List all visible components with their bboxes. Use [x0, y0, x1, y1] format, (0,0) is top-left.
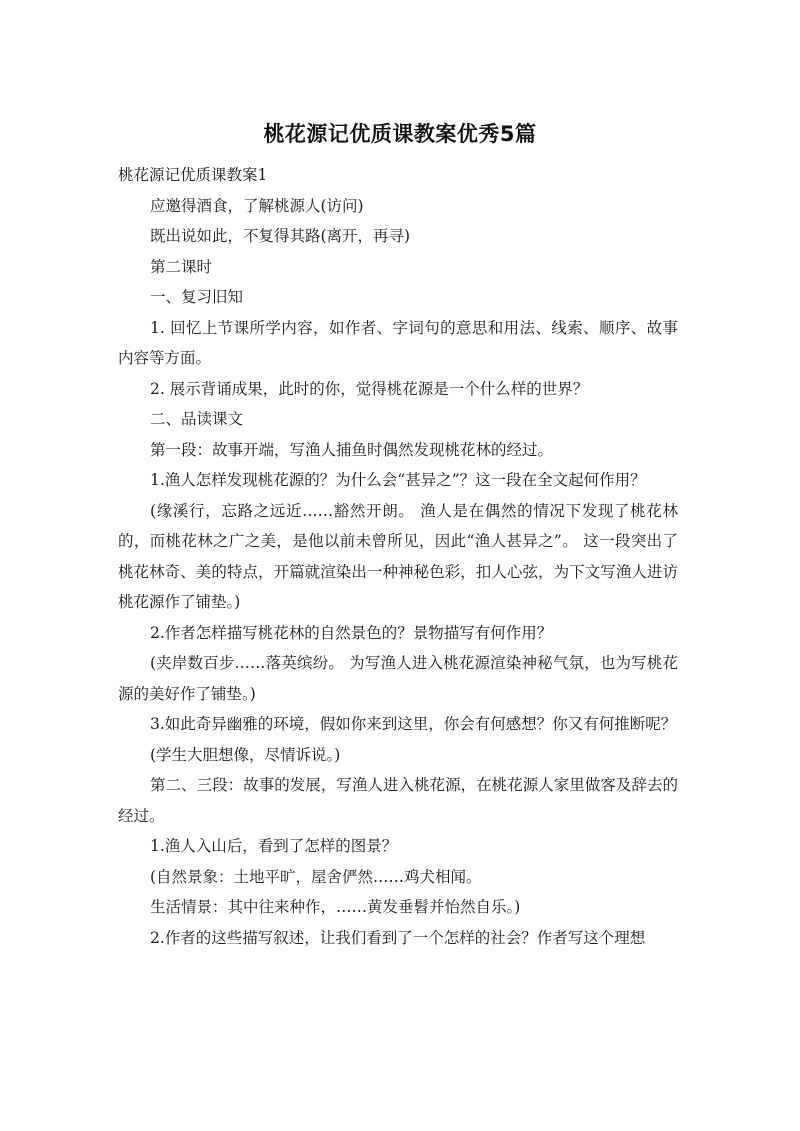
paragraph: 应邀得酒食，了解桃源人(访问)	[150, 196, 364, 215]
subsection-heading: 二、品读课文	[150, 410, 244, 428]
lesson-heading: 第二课时	[150, 257, 213, 276]
paragraph: 1.渔人怎样发现桃花源的？为什么会“甚异之”？这一段在全文起何作用？	[150, 471, 646, 489]
paragraph: 2.作者的这些描写叙述，让我们看到了一个怎样的社会？作者写这个理想	[150, 928, 646, 947]
document-body	[118, 160, 678, 953]
paragraph: (自然景象：土地平旷，屋舍俨然……鸡犬相闻。	[150, 867, 482, 886]
paragraph: 既出说如此，不复得其路(离开，再寻)	[150, 227, 411, 245]
section-heading: 桃花源记优质课教案1	[118, 166, 268, 184]
paragraph: 2. 展示背诵成果，此时的你，觉得桃花源是一个什么样的世界？	[150, 379, 589, 398]
paragraph: 1.渔人入山后，看到了怎样的图景？	[150, 837, 398, 855]
paragraph: (学生大胆想像，尽情诉说。)	[150, 745, 341, 764]
paragraph: (缘溪行，忘路之远近……豁然开朗。 渔人是在偶然的情况下发现了桃花林的，而桃花林之广之美，是他以前未曾所见，因此“渔人甚异之”。 这一段突出了桃花林奇、美的特点，开篇就渲染出一种神秘色彩，扣人心弦，为下文写渔人进访桃花源作了铺垫。)	[118, 501, 678, 611]
paragraph: 第一段：故事开端，写渔人捕鱼时偶然发现桃花林的经过。	[150, 440, 554, 459]
paragraph: (夹岸数百步……落英缤纷。 为写渔人进入桃花源渲染神秘气氛，也为写桃花源的美好作了铺垫。)	[118, 654, 678, 703]
paragraph: 第二、三段：故事的发展，写渔人进入桃花源，在桃花源人家里做客及辞去的经过。	[118, 776, 678, 825]
document-title: 桃花源记优质课教案优秀5篇	[263, 122, 537, 146]
paragraph: 2.作者怎样描写桃花林的自然景色的？景物描写有何作用？	[150, 623, 553, 642]
paragraph: 3.如此奇异幽雅的环境，假如你来到这里，你会有何感想？你又有何推断呢？	[150, 715, 677, 733]
paragraph: 生活情景：其中往来种作，……黄发垂髫并怡然自乐。)	[150, 898, 521, 916]
subsection-heading: 一、复习旧知	[150, 288, 244, 306]
paragraph: 1. 回忆上节课所学内容，如作者、字词句的意思和用法、线索、顺序、故事内容等方面。	[118, 318, 678, 367]
